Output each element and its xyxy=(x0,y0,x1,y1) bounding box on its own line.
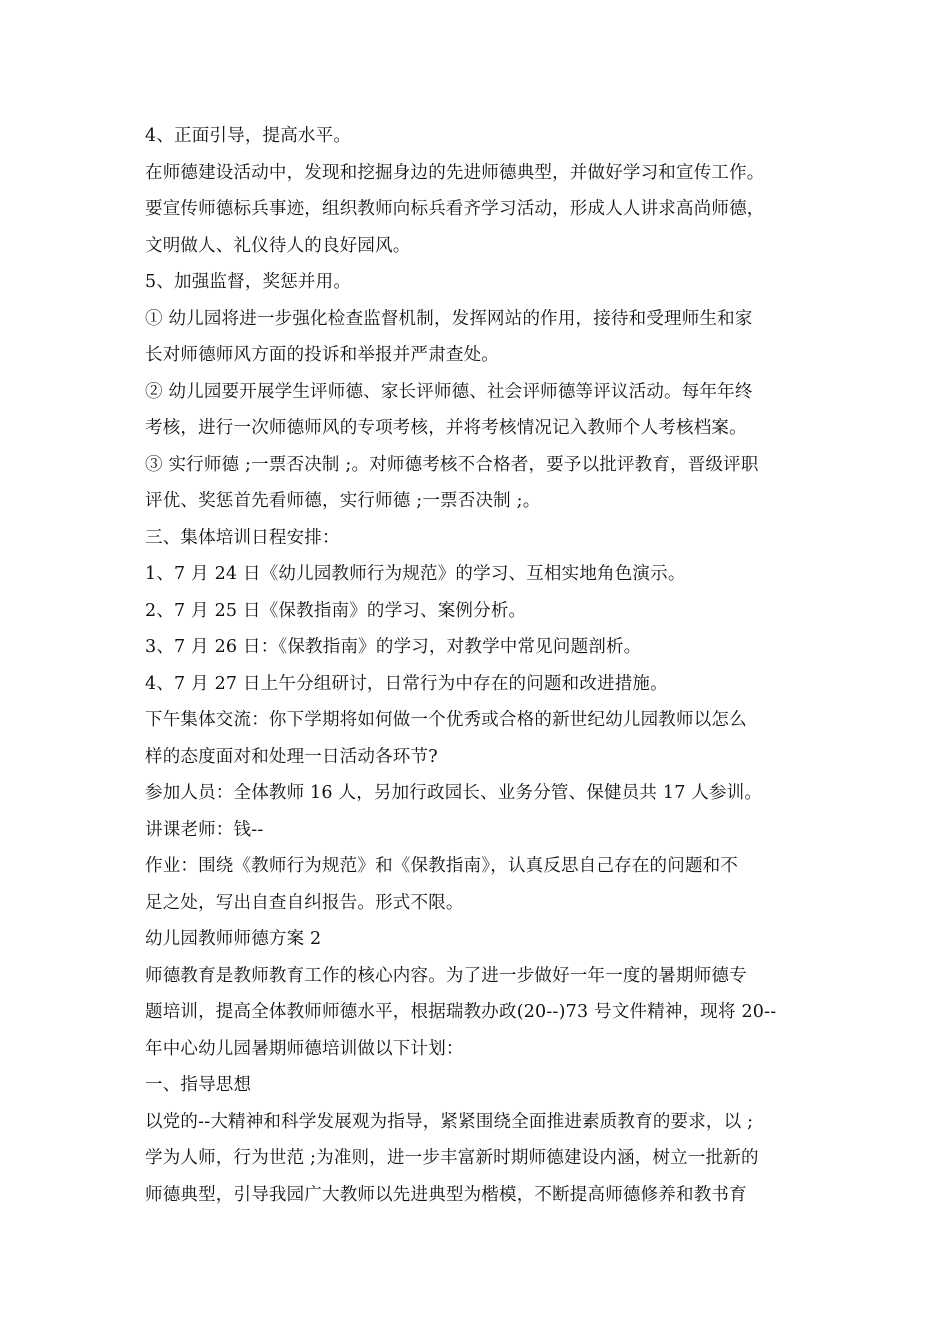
text-line: ③ 实行师德 ;一票否决制 ;。对师德考核不合格者，要予以批评教育，晋级评职 xyxy=(145,454,759,475)
text-line: 足之处，写出自查自纠报告。形式不限。 xyxy=(145,892,464,913)
schedule-item-4 xyxy=(145,666,815,703)
text-line: 讲课老师：钱-- xyxy=(145,819,264,840)
participants xyxy=(145,775,815,812)
paragraph-model-teachers xyxy=(145,155,815,265)
schedule-item-2 xyxy=(145,593,815,630)
text-line: 3、7 月 26 日：《保教指南》的学习，对教学中常见问题剖析。 xyxy=(145,637,642,657)
text-line: 1、7 月 24 日《幼儿园教师行为规范》的学习、互相实地角色演示。 xyxy=(145,564,686,584)
text-line: 学为人师，行为世范 ;为准则，进一步丰富新时期师德建设内涵，树立一批新的 xyxy=(145,1148,759,1168)
text-line: ② 幼儿园要开展学生评师德、家长评师德、社会评师德等评议活动。每年年终 xyxy=(145,381,753,402)
list-item-3 xyxy=(145,447,815,520)
guiding-ideology-body xyxy=(145,1104,815,1214)
text-line: ① 幼儿园将进一步强化检查监督机制，发挥网站的作用，接待和受理师生和家 xyxy=(145,308,753,329)
section-heading-schedule xyxy=(145,520,815,557)
document-body xyxy=(145,118,815,1213)
list-item-2 xyxy=(145,374,815,447)
text-line: 题培训，提高全体教师师德水平，根据瑞教办政(20--)73 号文件精神，现将 20-- xyxy=(145,1002,777,1022)
list-item-1 xyxy=(145,301,815,374)
text-line: 年中心幼儿园暑期师德培训做以下计划： xyxy=(145,1038,464,1059)
text-line: 下午集体交流：你下学期将如何做一个优秀或合格的新世纪幼儿园教师以怎么 xyxy=(145,710,747,730)
text-line: 以党的--大精神和科学发展观为指导，紧紧围绕全面推进素质教育的要求，以 ; xyxy=(145,1111,754,1132)
text-line: 师德典型，引导我园广大教师以先进典型为楷模，不断提高师德修养和教书育 xyxy=(145,1184,747,1205)
section-heading-supervision xyxy=(145,264,815,301)
text-line: 评优、奖惩首先看师德，实行师德 ;一票否决制 ;。 xyxy=(145,491,541,511)
text-line: 幼儿园教师师德方案 2 xyxy=(145,929,322,949)
text-line: 三、集体培训日程安排： xyxy=(145,527,340,548)
text-line: 2、7 月 25 日《保教指南》的学习、案例分析。 xyxy=(145,600,527,621)
lecturer xyxy=(145,812,815,849)
text-line: 样的态度面对和处理一日活动各环节? xyxy=(145,746,438,767)
afternoon-discussion xyxy=(145,702,815,775)
text-line: 在师德建设活动中，发现和挖掘身边的先进师德典型，并做好学习和宣传工作。 xyxy=(145,162,765,183)
plan-intro xyxy=(145,958,815,1068)
homework xyxy=(145,848,815,921)
text-line: 4、正面引导，提高水平。 xyxy=(145,126,352,146)
section-heading-guiding-ideology xyxy=(145,1067,815,1104)
text-line: 考核，进行一次师德师风的专项考核，并将考核情况记入教师个人考核档案。 xyxy=(145,418,747,438)
text-line: 文明做人、礼仪待人的良好园风。 xyxy=(145,235,411,256)
text-line: 5、加强监督，奖惩并用。 xyxy=(145,272,352,292)
text-line: 4、7 月 27 日上午分组研讨，日常行为中存在的问题和改进措施。 xyxy=(145,673,668,694)
text-line: 师德教育是教师教育工作的核心内容。为了进一步做好一年一度的暑期师德专 xyxy=(145,965,747,986)
plan-title-2 xyxy=(145,921,815,958)
text-line: 作业：围绕《教师行为规范》和《保教指南》，认真反思自己存在的问题和不 xyxy=(145,856,739,876)
text-line: 一、指导思想 xyxy=(145,1075,252,1095)
text-line: 长对师德师风方面的投诉和举报并严肃查处。 xyxy=(145,345,499,365)
section-heading-positive-guidance xyxy=(145,118,815,155)
schedule-item-1 xyxy=(145,556,815,593)
schedule-item-3 xyxy=(145,629,815,666)
text-line: 要宣传师德标兵事迹，组织教师向标兵看齐学习活动，形成人人讲求高尚师德， xyxy=(145,199,765,219)
text-line: 参加人员：全体教师 16 人，另加行政园长、业务分管、保健员共 17 人参训。 xyxy=(145,783,763,803)
